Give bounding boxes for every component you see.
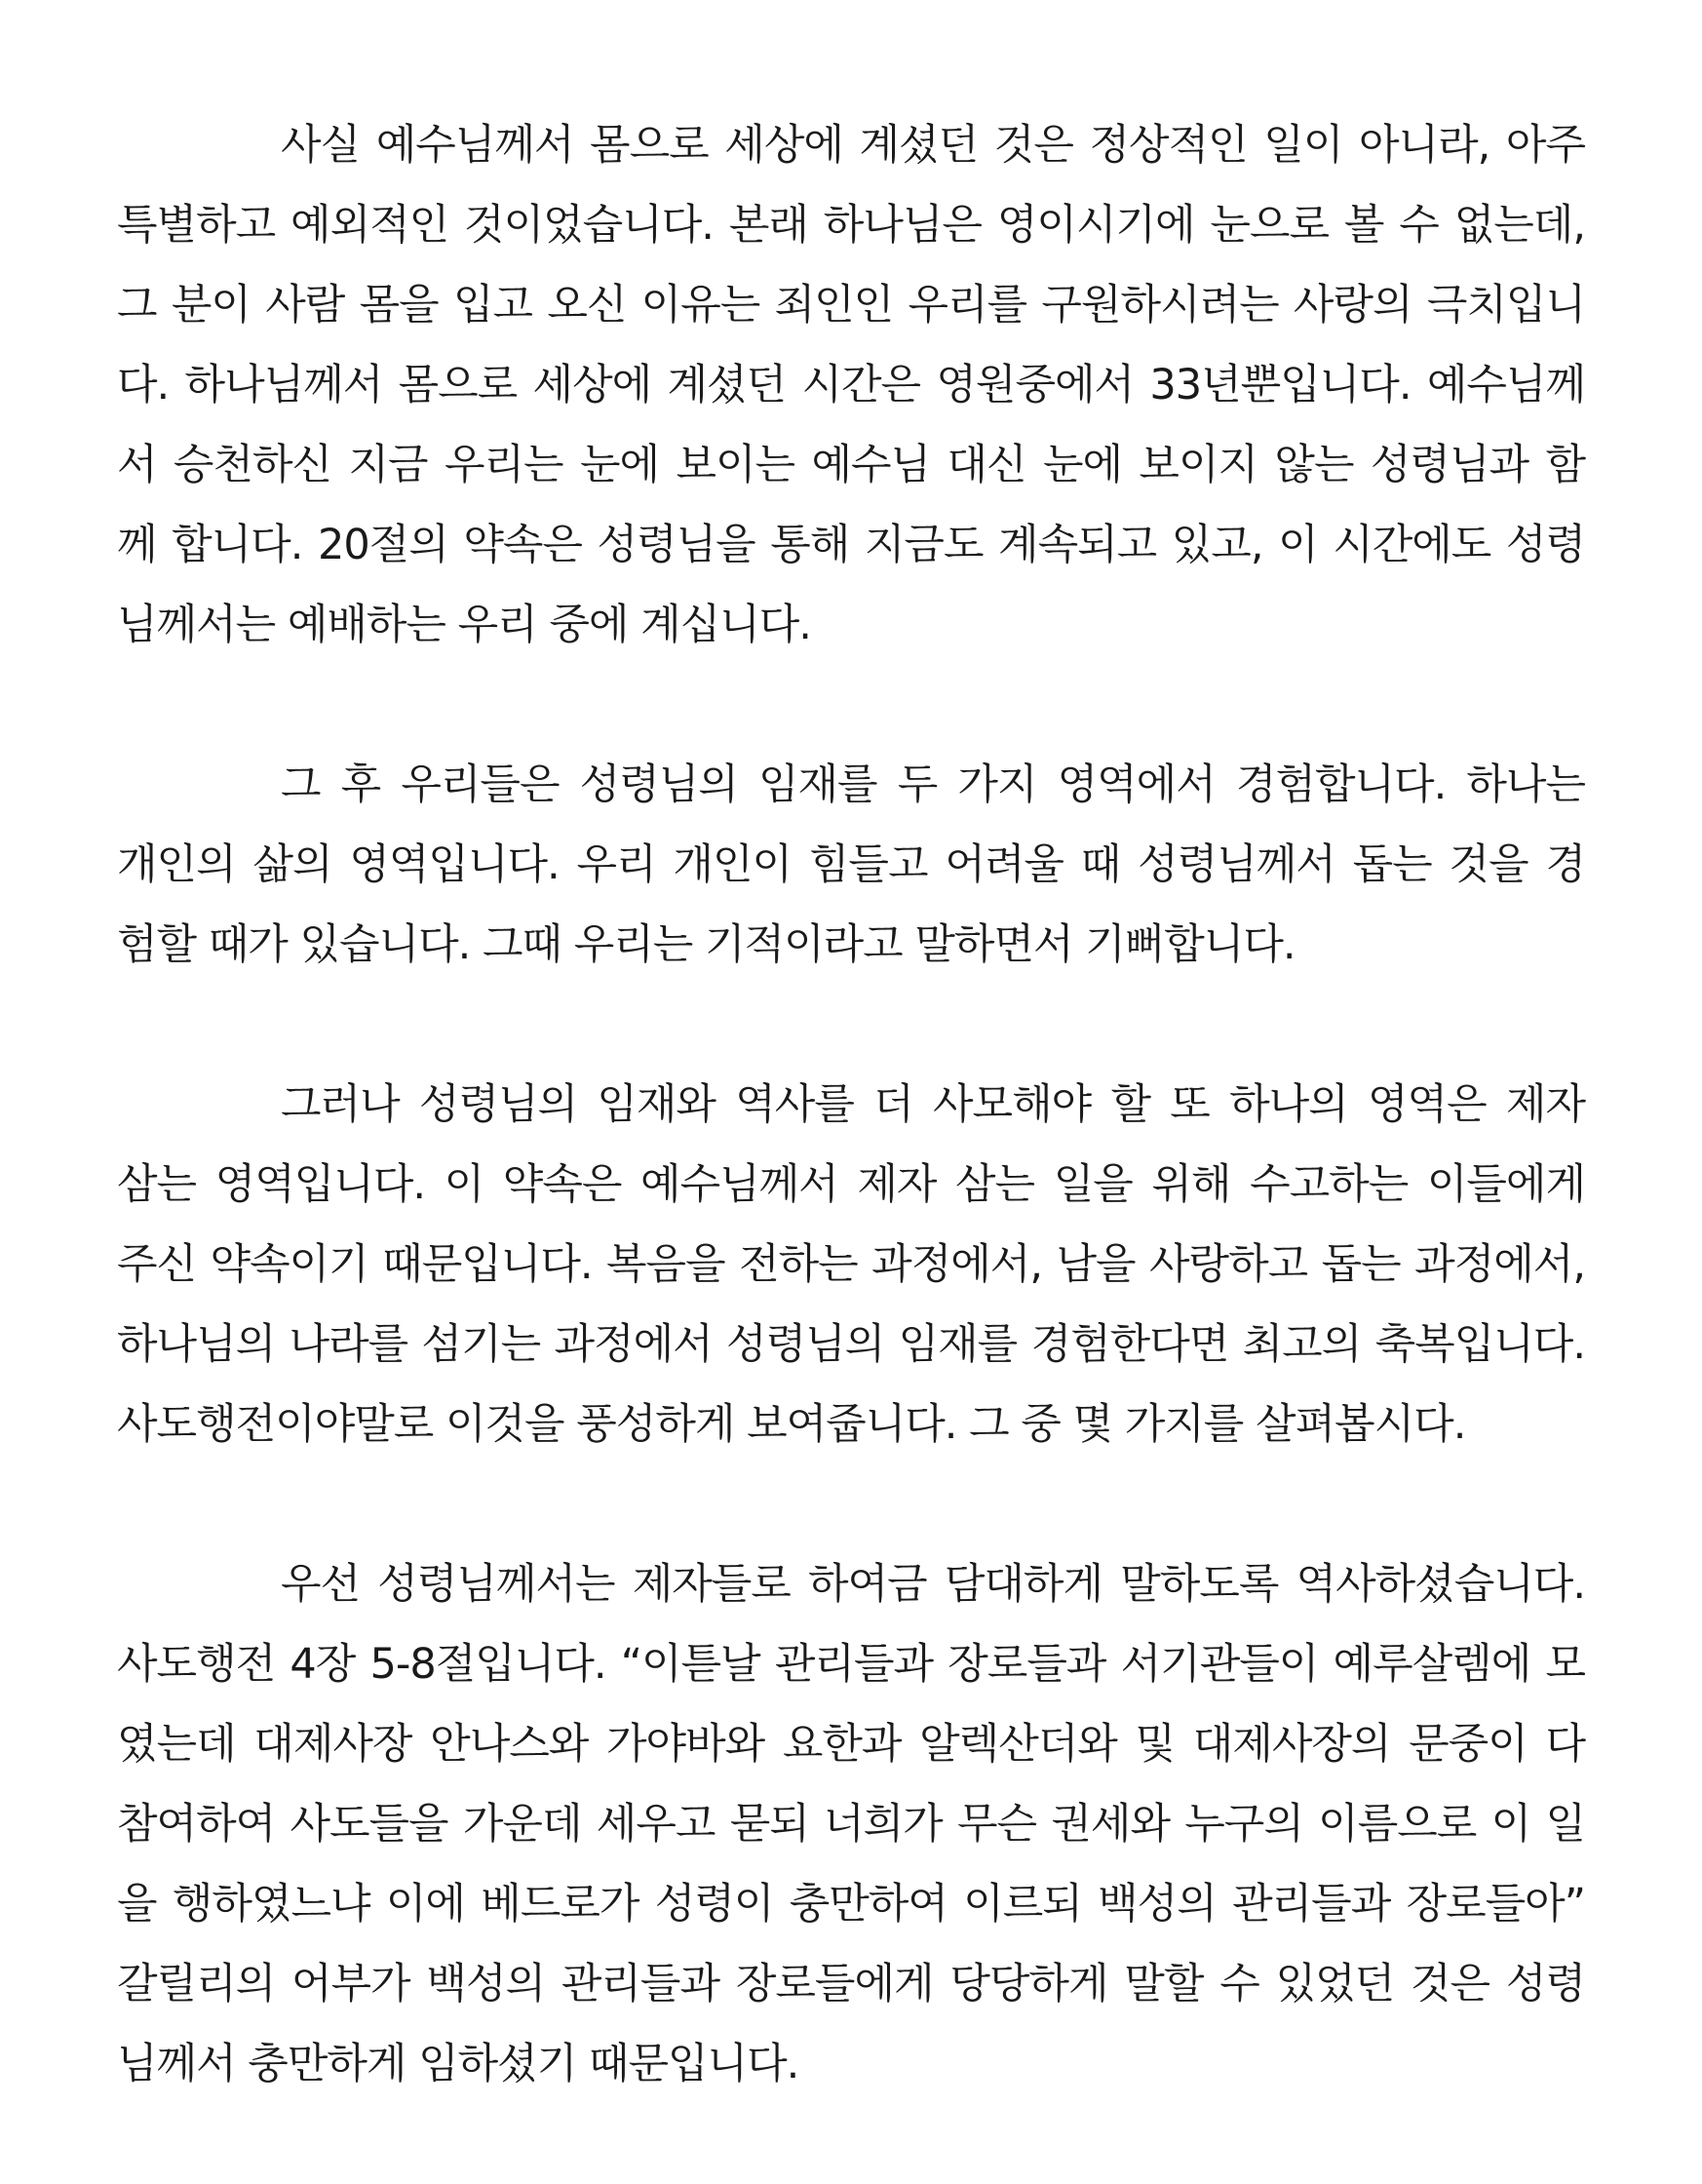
paragraph-3 [117,1065,1585,1464]
paragraph-line: 다. 하나님께서 몸으로 세상에 계셨던 시간은 영원중에서 33년뿐입니다. 예수님께 [117,361,1585,410]
paragraph-line: 삼는 영역입니다. 이 약속은 예수님께서 제자 삼는 일을 위해 수고하는 이들에게 [117,1160,1585,1209]
paragraph-line: 사도행전이야말로 이것을 풍성하게 보여줍니다. 그 중 몇 가지를 살펴봅시다. [117,1400,1466,1449]
paragraph-4 [117,1544,1585,2104]
paragraph-line: 하나님의 나라를 섬기는 과정에서 성령님의 임재를 경험한다면 최고의 축복입니다. [117,1320,1585,1369]
paragraph-line: 을 행하였느냐 이에 베드로가 성령이 충만하여 이르되 백성의 관리들과 장로들아” [117,1880,1585,1929]
document-page [117,105,1585,2184]
paragraph-line: 그 후 우리들은 성령님의 임재를 두 가지 영역에서 경험합니다. 하나는 [281,760,1585,809]
paragraph-line: 주신 약속이기 때문입니다. 복음을 전하는 과정에서, 남을 사랑하고 돕는 과정에서, [117,1240,1585,1289]
paragraph-line: 그러나 성령님의 임재와 역사를 더 사모해야 할 또 하나의 영역은 제자 [281,1080,1585,1129]
paragraph-line: 특별하고 예외적인 것이었습니다. 본래 하나님은 영이시기에 눈으로 볼 수 없는데, [117,201,1585,250]
paragraph-line: 개인의 삶의 영역입니다. 우리 개인이 힘들고 어려울 때 성령님께서 돕는 것을 경 [117,840,1585,889]
paragraph-1 [117,105,1585,665]
paragraph-line: 님께서 충만하게 임하셨기 때문입니다. [117,2040,799,2088]
paragraph-2 [117,745,1585,985]
paragraph-line: 참여하여 사도들을 가운데 세우고 묻되 너희가 무슨 권세와 누구의 이름으로 이 일 [117,1800,1585,1849]
paragraph-line: 였는데 대제사장 안나스와 가야바와 요한과 알렉산더와 및 대제사장의 문중이 다 [117,1720,1585,1769]
paragraph-line: 사실 예수님께서 몸으로 세상에 계셨던 것은 정상적인 일이 아니라, 아주 [281,121,1585,170]
paragraph-line: 님께서는 예배하는 우리 중에 계십니다. [117,601,811,649]
paragraph-line: 사도행전 4장 5-8절입니다. “이튿날 관리들과 장로들과 서기관들이 예루살렘에 모 [117,1640,1585,1689]
paragraph-line: 갈릴리의 어부가 백성의 관리들과 장로들에게 당당하게 말할 수 있었던 것은 성령 [117,1960,1585,2008]
paragraph-line: 서 승천하신 지금 우리는 눈에 보이는 예수님 대신 눈에 보이지 않는 성령님과 함 [117,441,1585,489]
paragraph-line: 우선 성령님께서는 제자들로 하여금 담대하게 말하도록 역사하셨습니다. [281,1560,1585,1609]
paragraph-line: 께 합니다. 20절의 약속은 성령님을 통해 지금도 계속되고 있고, 이 시간에도 성령 [117,521,1585,569]
paragraph-line: 험할 때가 있습니다. 그때 우리는 기적이라고 말하면서 기뻐합니다. [117,920,1296,969]
paragraph-line: 그 분이 사람 몸을 입고 오신 이유는 죄인인 우리를 구원하시려는 사랑의 극치입니 [117,281,1585,330]
